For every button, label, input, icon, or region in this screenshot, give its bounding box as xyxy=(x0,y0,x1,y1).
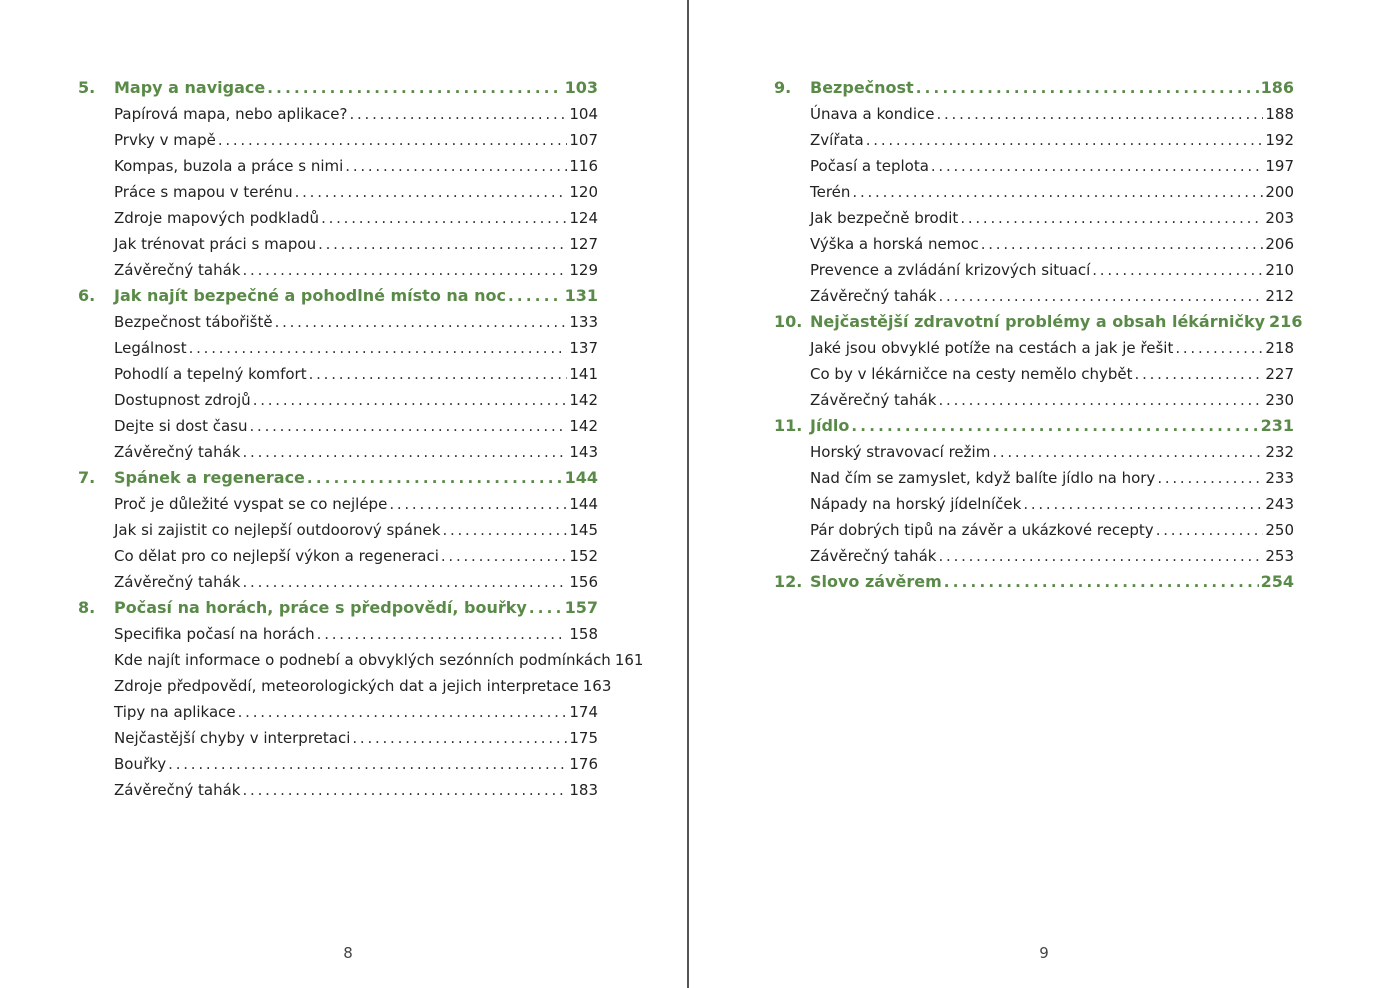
toc-chapter-entry xyxy=(774,309,1303,335)
section-title: Jak bezpečně brodit xyxy=(810,209,959,227)
page-reference: 233 xyxy=(1265,469,1294,487)
dot-leader xyxy=(1157,465,1263,491)
dot-leader xyxy=(389,491,567,517)
section-title: Papírová mapa, nebo aplikace? xyxy=(114,105,348,123)
section-title: Zvířata xyxy=(810,131,864,149)
toc-section-entry xyxy=(78,413,598,439)
dot-leader xyxy=(852,179,1263,205)
section-title: Nejčastější chyby v interpretaci xyxy=(114,729,351,747)
section-title: Jak trénovat práci s mapou xyxy=(114,235,317,253)
dot-leader xyxy=(529,595,563,621)
dot-leader xyxy=(1135,361,1264,387)
page-reference: 163 xyxy=(582,677,612,695)
toc-chapter-entry xyxy=(774,75,1294,101)
section-title: Horský stravovací režim xyxy=(810,443,991,461)
toc-chapter-entry xyxy=(78,283,598,309)
chapter-title: Jak najít bezpečné a pohodlné místo na noc xyxy=(114,286,507,305)
section-title: Závěrečný tahák xyxy=(114,573,241,591)
toc-section-entry xyxy=(774,361,1294,387)
dot-leader xyxy=(939,543,1264,569)
page-reference: 137 xyxy=(569,339,598,357)
toc-section-entry xyxy=(78,621,598,647)
dot-leader xyxy=(1023,491,1263,517)
dot-leader xyxy=(243,569,568,595)
dot-leader xyxy=(352,725,567,751)
toc-section-entry xyxy=(774,101,1294,127)
toc-section-entry xyxy=(78,153,598,179)
page-reference: 200 xyxy=(1265,183,1294,201)
toc-section-entry xyxy=(774,465,1294,491)
dot-leader xyxy=(442,517,567,543)
toc-chapter-entry xyxy=(78,75,598,101)
page-reference: 183 xyxy=(569,781,598,799)
page-reference: 231 xyxy=(1260,416,1294,435)
section-title: Kompas, buzola a práce s nimi xyxy=(114,157,344,175)
toc-section-entry xyxy=(78,127,598,153)
page-reference: 176 xyxy=(569,755,598,773)
page-reference: 131 xyxy=(564,286,598,305)
page-reference: 250 xyxy=(1265,521,1294,539)
dot-leader xyxy=(981,231,1264,257)
page-reference: 124 xyxy=(569,209,598,227)
section-title: Legálnost xyxy=(114,339,187,357)
toc-section-entry xyxy=(774,127,1294,153)
page-reference: 203 xyxy=(1265,209,1294,227)
toc-section-entry xyxy=(78,569,598,595)
section-title: Závěrečný tahák xyxy=(810,287,937,305)
chapter-number: 12. xyxy=(774,572,803,591)
toc-section-entry xyxy=(78,439,598,465)
page-reference: 142 xyxy=(569,417,598,435)
page-reference: 216 xyxy=(1269,312,1303,331)
toc-section-entry xyxy=(78,673,612,699)
section-title: Dejte si dost času xyxy=(114,417,248,435)
dot-leader xyxy=(275,309,568,335)
toc-section-entry xyxy=(78,491,598,517)
page-reference: 107 xyxy=(569,131,598,149)
section-title: Závěrečný tahák xyxy=(114,443,241,461)
dot-leader xyxy=(243,439,568,465)
chapter-number: 7. xyxy=(78,468,96,487)
dot-leader xyxy=(441,543,567,569)
section-title: Prevence a zvládání krizových situací xyxy=(810,261,1091,279)
dot-leader xyxy=(345,153,567,179)
chapter-number: 5. xyxy=(78,78,96,97)
toc-section-entry xyxy=(78,361,598,387)
dot-leader xyxy=(960,205,1263,231)
toc-right-page xyxy=(774,75,1303,595)
toc-chapter-entry xyxy=(78,465,598,491)
toc-section-entry xyxy=(78,647,644,673)
dot-leader xyxy=(939,387,1264,413)
section-title: Terén xyxy=(810,183,851,201)
page-reference: 145 xyxy=(569,521,598,539)
section-title: Závěrečný tahák xyxy=(810,391,937,409)
toc-section-entry xyxy=(78,751,598,777)
page-reference: 141 xyxy=(569,365,598,383)
page-reference: 227 xyxy=(1265,365,1294,383)
chapter-title: Jídlo xyxy=(810,416,850,435)
toc-left-page xyxy=(78,75,644,803)
chapter-title: Slovo závěrem xyxy=(810,572,942,591)
page-reference: 103 xyxy=(564,78,598,97)
toc-section-entry xyxy=(774,283,1294,309)
dot-leader xyxy=(992,439,1263,465)
section-title: Prvky v mapě xyxy=(114,131,216,149)
page-reference: 174 xyxy=(569,703,598,721)
section-title: Zdroje předpovědí, meteorologických dat a jejich interpretace xyxy=(114,677,579,695)
dot-leader xyxy=(318,231,567,257)
toc-chapter-entry xyxy=(774,413,1294,439)
dot-leader xyxy=(851,413,1258,439)
page-reference: 120 xyxy=(569,183,598,201)
page-reference: 254 xyxy=(1260,572,1294,591)
page-reference: 243 xyxy=(1265,495,1294,513)
section-title: Proč je důležité vyspat se co nejlépe xyxy=(114,495,388,513)
dot-leader xyxy=(238,699,568,725)
section-title: Závěrečný tahák xyxy=(810,547,937,565)
toc-section-entry xyxy=(78,231,598,257)
toc-section-entry xyxy=(774,257,1294,283)
dot-leader xyxy=(307,465,563,491)
section-title: Závěrečný tahák xyxy=(114,261,241,279)
page-reference: 161 xyxy=(614,651,644,669)
page-reference: 253 xyxy=(1265,547,1294,565)
toc-section-entry xyxy=(774,231,1294,257)
section-title: Zdroje mapových podkladů xyxy=(114,209,320,227)
section-title: Únava a kondice xyxy=(810,105,935,123)
page-reference: 144 xyxy=(564,468,598,487)
toc-section-entry xyxy=(78,725,598,751)
section-title: Nápady na horský jídelníček xyxy=(810,495,1022,513)
page-reference: 210 xyxy=(1265,261,1294,279)
dot-leader xyxy=(939,283,1264,309)
page-reference: 192 xyxy=(1265,131,1294,149)
chapter-number: 10. xyxy=(774,312,803,331)
dot-leader xyxy=(189,335,568,361)
toc-chapter-entry xyxy=(774,569,1294,595)
dot-leader xyxy=(1092,257,1263,283)
dot-leader xyxy=(295,179,568,205)
dot-leader xyxy=(317,621,568,647)
dot-leader xyxy=(309,361,568,387)
toc-section-entry xyxy=(78,335,598,361)
toc-section-entry xyxy=(774,517,1294,543)
toc-section-entry xyxy=(78,101,598,127)
toc-section-entry xyxy=(774,439,1294,465)
chapter-title: Bezpečnost xyxy=(810,78,914,97)
toc-section-entry xyxy=(78,387,598,413)
section-title: Specifika počasí na horách xyxy=(114,625,315,643)
section-title: Závěrečný tahák xyxy=(114,781,241,799)
page-reference: 133 xyxy=(569,313,598,331)
page-reference: 129 xyxy=(569,261,598,279)
page-reference: 230 xyxy=(1265,391,1294,409)
toc-section-entry xyxy=(78,517,598,543)
section-title: Práce s mapou v terénu xyxy=(114,183,293,201)
page-reference: 144 xyxy=(569,495,598,513)
toc-section-entry xyxy=(774,543,1294,569)
page-reference: 127 xyxy=(569,235,598,253)
page-reference: 206 xyxy=(1265,235,1294,253)
dot-leader xyxy=(168,751,567,777)
toc-section-entry xyxy=(774,205,1294,231)
dot-leader xyxy=(349,101,567,127)
toc-section-entry xyxy=(78,543,598,569)
section-title: Co dělat pro co nejlepší výkon a regeneraci xyxy=(114,547,439,565)
section-title: Co by v lékárničce na cesty nemělo chybět xyxy=(810,365,1133,383)
page-number-right: 9 xyxy=(1039,944,1049,962)
dot-leader xyxy=(1175,335,1263,361)
dot-leader xyxy=(253,387,568,413)
dot-leader xyxy=(267,75,562,101)
toc-chapter-entry xyxy=(78,595,598,621)
chapter-number: 9. xyxy=(774,78,792,97)
toc-section-entry xyxy=(78,777,598,803)
chapter-title: Mapy a navigace xyxy=(114,78,266,97)
section-title: Pohodlí a tepelný komfort xyxy=(114,365,307,383)
toc-section-entry xyxy=(774,491,1294,517)
section-title: Jaké jsou obvyklé potíže na cestách a jak je řešit xyxy=(810,339,1174,357)
toc-section-entry xyxy=(78,179,598,205)
page-reference: 158 xyxy=(569,625,598,643)
page-reference: 232 xyxy=(1265,443,1294,461)
toc-section-entry xyxy=(78,205,598,231)
dot-leader xyxy=(916,75,1259,101)
section-title: Bouřky xyxy=(114,755,167,773)
chapter-title: Počasí na horách, práce s předpovědí, bouřky xyxy=(114,598,527,617)
section-title: Nad čím se zamyslet, když balíte jídlo na hory xyxy=(810,469,1156,487)
page-reference: 152 xyxy=(569,547,598,565)
page-reference: 212 xyxy=(1265,287,1294,305)
page-reference: 197 xyxy=(1265,157,1294,175)
page-number-left: 8 xyxy=(343,944,353,962)
section-title: Jak si zajistit co nejlepší outdoorový spánek xyxy=(114,521,441,539)
dot-leader xyxy=(218,127,568,153)
page-gutter xyxy=(687,0,689,988)
dot-leader xyxy=(944,569,1259,595)
toc-section-entry xyxy=(78,257,598,283)
toc-section-entry xyxy=(78,309,598,335)
section-title: Pár dobrých tipů na závěr a ukázkové recepty xyxy=(810,521,1154,539)
page-reference: 116 xyxy=(569,157,598,175)
dot-leader xyxy=(936,101,1263,127)
dot-leader xyxy=(321,205,567,231)
toc-section-entry xyxy=(774,153,1294,179)
chapter-number: 6. xyxy=(78,286,96,305)
page-reference: 175 xyxy=(569,729,598,747)
dot-leader xyxy=(508,283,563,309)
dot-leader xyxy=(1156,517,1264,543)
dot-leader xyxy=(866,127,1264,153)
dot-leader xyxy=(250,413,568,439)
section-title: Dostupnost zdrojů xyxy=(114,391,251,409)
chapter-title: Nejčastější zdravotní problémy a obsah lékárničky xyxy=(810,312,1266,331)
page-reference: 218 xyxy=(1265,339,1294,357)
page-reference: 188 xyxy=(1265,105,1294,123)
page-reference: 186 xyxy=(1260,78,1294,97)
section-title: Počasí a teplota xyxy=(810,157,929,175)
chapter-number: 11. xyxy=(774,416,803,435)
chapter-title: Spánek a regenerace xyxy=(114,468,305,487)
toc-section-entry xyxy=(774,179,1294,205)
section-title: Výška a horská nemoc xyxy=(810,235,979,253)
page-reference: 157 xyxy=(564,598,598,617)
dot-leader xyxy=(243,777,568,803)
page-reference: 104 xyxy=(569,105,598,123)
section-title: Bezpečnost tábořiště xyxy=(114,313,273,331)
dot-leader xyxy=(931,153,1263,179)
page-reference: 156 xyxy=(569,573,598,591)
page-reference: 143 xyxy=(569,443,598,461)
toc-section-entry xyxy=(774,335,1294,361)
toc-section-entry xyxy=(774,387,1294,413)
chapter-number: 8. xyxy=(78,598,96,617)
toc-section-entry xyxy=(78,699,598,725)
section-title: Kde najít informace o podnebí a obvyklých sezónních podmínkách xyxy=(114,651,611,669)
page-reference: 142 xyxy=(569,391,598,409)
section-title: Tipy na aplikace xyxy=(114,703,236,721)
dot-leader xyxy=(243,257,568,283)
